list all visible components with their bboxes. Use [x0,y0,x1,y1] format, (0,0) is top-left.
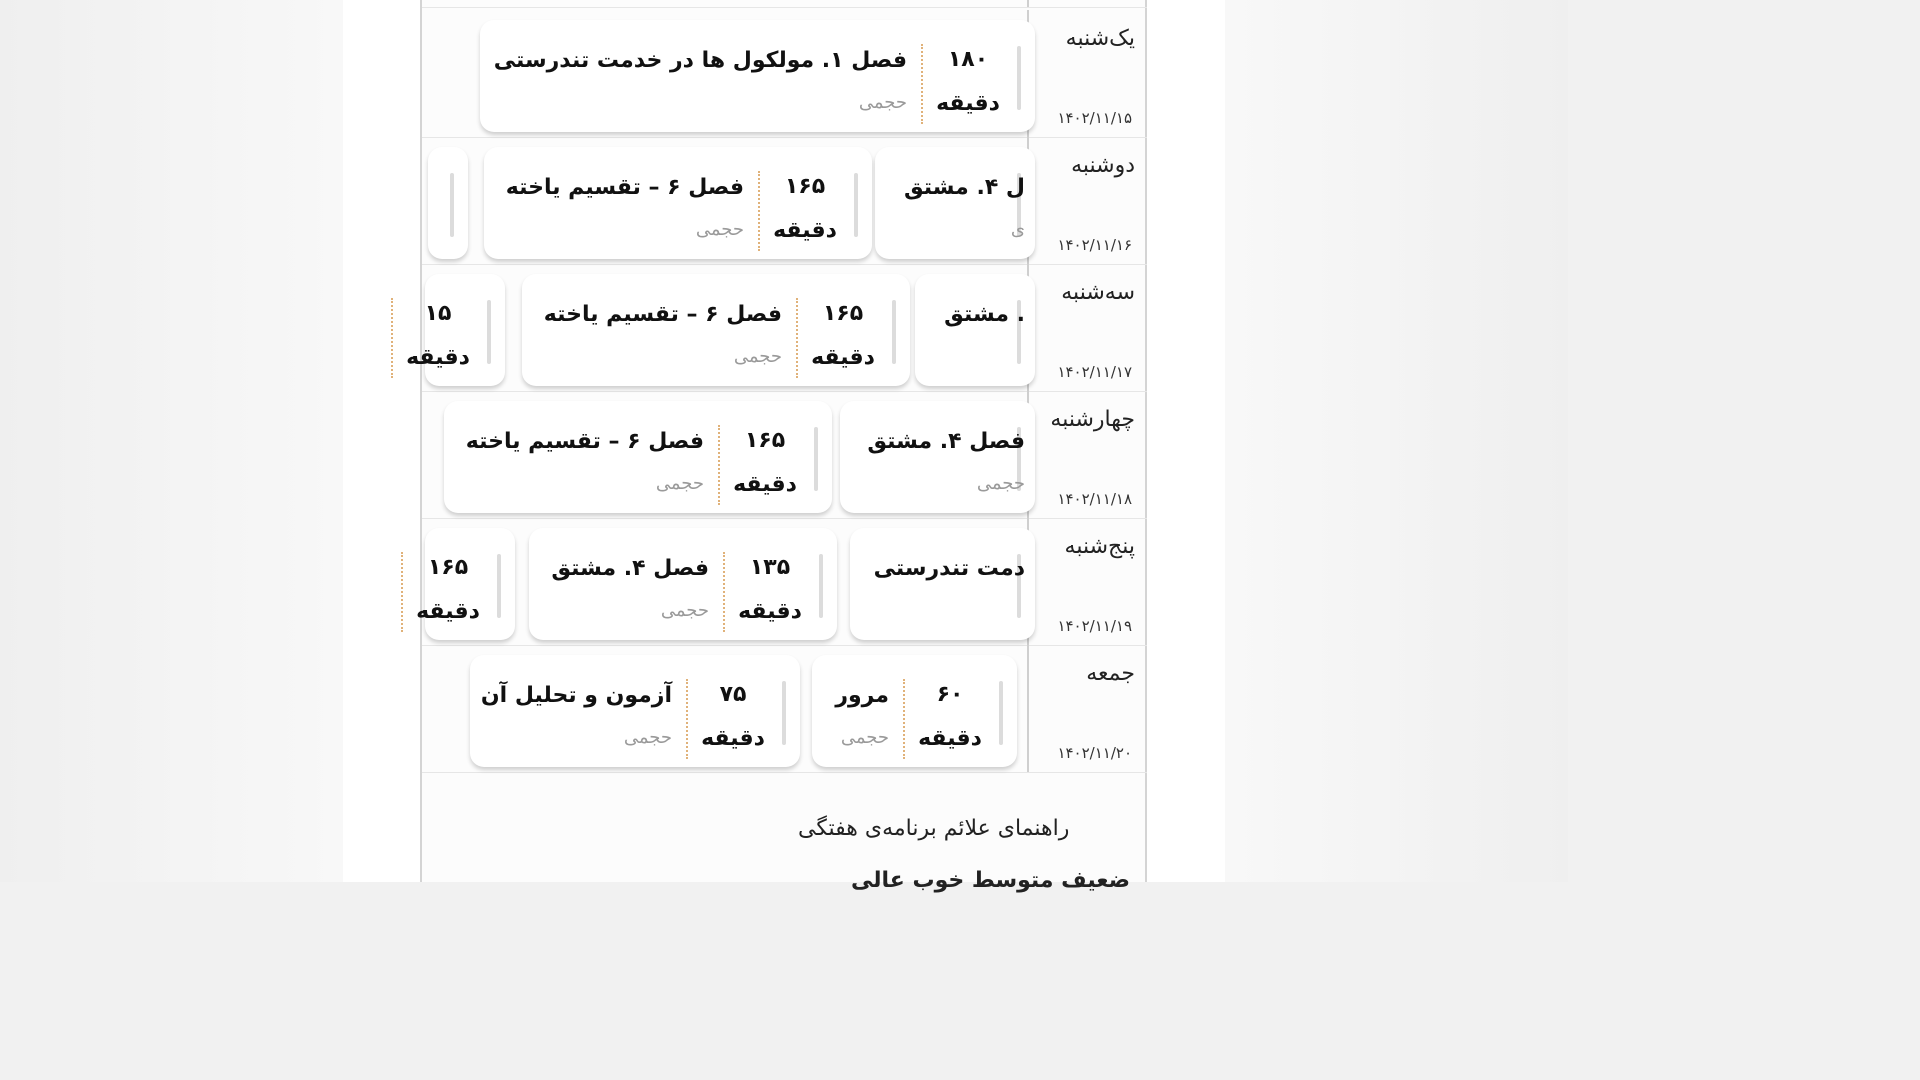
session-subject: حجمی [660,600,709,621]
day-name: چهارشنبه [1050,407,1135,432]
duration-unit: دقیقه [738,599,802,624]
session-subject: حجمی [840,727,889,748]
day-cell [1027,518,1147,645]
session-duration [731,546,809,634]
status-bar [782,681,786,745]
schedule-row [406,264,1147,392]
session-duration [929,38,1007,126]
session-card[interactable] [444,401,832,513]
duration-unit: دقیقه [918,726,982,751]
session-subject: حجمی [858,92,907,113]
day-name: سه‌شنبه [1061,280,1135,305]
session-card[interactable] [484,147,872,259]
dotted-separator [718,425,720,505]
duration-value: ۱۶۵ [822,301,864,326]
duration-unit: دقیقه [773,218,837,243]
duration-unit: دقیقه [811,345,875,370]
day-name: پنج‌شنبه [1064,534,1135,559]
right-background [1225,0,1568,882]
dotted-separator [758,171,760,251]
session-duration [804,292,882,380]
duration-unit: دقیقه [701,726,765,751]
schedule-row [422,137,1147,265]
duration-unit: دقیقه [406,345,470,370]
day-cell [1027,645,1147,772]
session-track [428,10,1025,137]
session-title: فصل ۴. مشتق [551,556,709,581]
status-bar [487,300,491,364]
session-card[interactable] [529,528,837,640]
session-duration [911,673,989,761]
schedule-row [422,391,1147,519]
duration-unit: دقیقه [733,472,797,497]
session-track [428,391,1025,518]
session-title: فصل ۶ – تقسیم یاخته [543,302,782,327]
weekly-schedule [406,0,1147,893]
dotted-separator [921,44,923,124]
session-subject: حجمی [695,219,744,240]
schedule-row [422,10,1147,138]
day-cell [1027,0,1147,7]
duration-unit: دقیقه [936,91,1000,116]
legend-title: راهنمای علائم برنامه‌ی هفتگی [798,816,1070,841]
duration-value: ۶۰ [936,682,964,707]
session-track [416,518,1025,645]
status-bar [892,300,896,364]
session-subject: ی [1010,219,1025,240]
session-title: فصل ۴. مشتق [867,429,1025,454]
session-card[interactable] [470,655,800,767]
session-duration [766,165,844,253]
dotted-separator [401,552,403,632]
session-subject: حجمی [733,346,782,367]
status-bar [814,427,818,491]
dotted-separator [796,298,798,378]
schedule-row [416,518,1147,646]
dotted-separator [723,552,725,632]
session-card[interactable] [522,274,910,386]
session-card[interactable] [850,528,1035,640]
day-name: دوشنبه [1071,153,1135,178]
session-title: مرور [835,683,889,708]
schedule-row [422,645,1147,773]
day-date: ۱۴۰۲/۱۱/۲۰ [1057,744,1132,762]
duration-value: ۱۶۵ [427,555,469,580]
status-bar [450,173,454,237]
session-card[interactable] [812,655,1017,767]
duration-value: ۱۶۵ [744,428,786,453]
day-date: ۱۴۰۲/۱۱/۱۵ [1057,109,1132,127]
session-duration [694,673,772,761]
day-date: ۱۴۰۲/۱۱/۱۸ [1057,490,1132,508]
duration-value: ۱۶۵ [784,174,826,199]
session-title: فصل ۶ – تقسیم یاخته [465,429,704,454]
session-subject: حجمی [976,473,1025,494]
duration-value: ۷۵ [719,682,747,707]
day-name: یک‌شنبه [1065,26,1135,51]
session-track [428,137,1025,264]
session-card[interactable] [840,401,1035,513]
session-track [428,645,1025,772]
day-date: ۱۴۰۲/۱۱/۱۶ [1057,236,1132,254]
status-bar [1017,46,1021,110]
session-card[interactable] [480,20,1035,132]
legend-items: ضعیف متوسط خوب عالی [851,868,1130,893]
status-bar [497,554,501,618]
dotted-separator [903,679,905,759]
session-title: . مشتق [944,302,1025,327]
session-title: فصل ۶ – تقسیم یاخته [505,175,744,200]
status-bar [999,681,1003,745]
session-card[interactable] [428,147,468,259]
session-card[interactable] [875,147,1035,259]
day-cell [1027,137,1147,264]
day-date: ۱۴۰۲/۱۱/۱۹ [1057,617,1132,635]
status-bar [819,554,823,618]
duration-unit: دقیقه [416,599,480,624]
session-duration [409,546,487,634]
session-subject: حجمی [623,727,672,748]
dotted-separator [391,298,393,378]
session-title: ل ۴. مشتق [903,175,1025,200]
day-cell [1027,264,1147,391]
session-track [406,264,1025,391]
session-card[interactable] [416,528,515,640]
session-card[interactable] [915,274,1035,386]
duration-value: ۱۵ [424,301,452,326]
duration-value: ۱۳۵ [749,555,791,580]
day-cell [1027,10,1147,137]
status-bar [854,173,858,237]
duration-value: ۱۸۰ [947,47,989,72]
dotted-separator [686,679,688,759]
session-subject: حجمی [655,473,704,494]
day-name: جمعه [1086,661,1135,686]
day-date: ۱۴۰۲/۱۱/۱۷ [1057,363,1132,381]
schedule-row-top-partial [422,0,1147,8]
session-title: دمت تندرستی [873,556,1025,581]
session-duration [726,419,804,507]
session-title: آزمون و تحلیل آن [480,683,672,708]
session-duration [399,292,477,380]
day-cell [1027,391,1147,518]
left-background [0,0,343,882]
session-card[interactable] [406,274,505,386]
session-title: فصل ۱. مولکول ها در خدمت تندرستی [493,48,907,73]
